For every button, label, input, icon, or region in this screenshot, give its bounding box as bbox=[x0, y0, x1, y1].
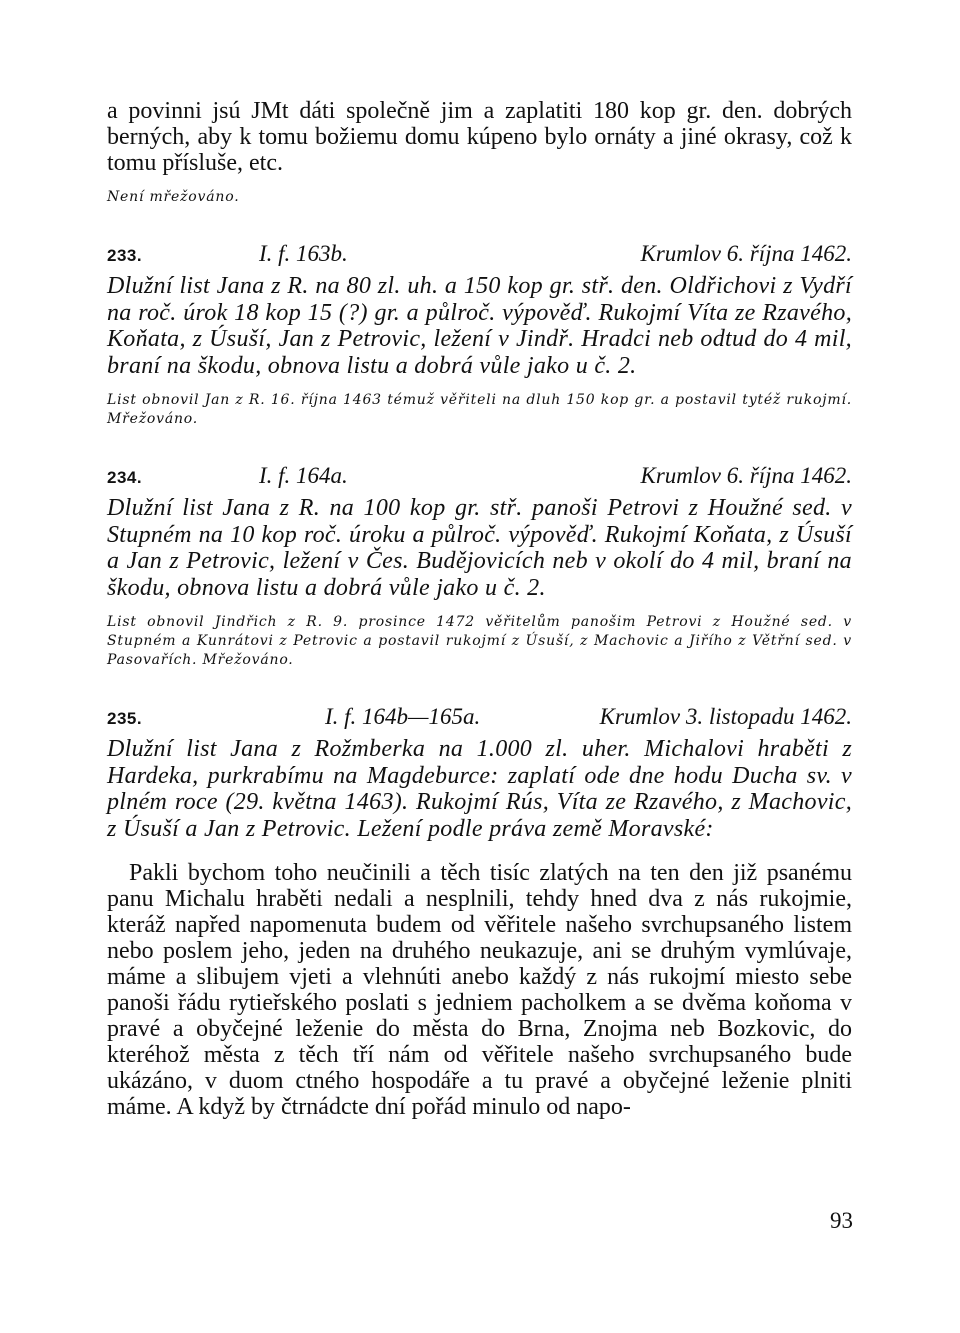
entry-234 bbox=[107, 463, 852, 670]
entry-note: List obnovil Jindřich z R. 9. prosince 1472 věřitelům panošim Petrovi z Houžné sed. v Stupném a Kunrátovi z Petrovic a postavil rukojmí z Úsuší, z Machovic a Jiřího z Větřní sed. v Pasovařích. Mřežováno. bbox=[107, 614, 852, 668]
entry-summary: Dlužní list Jana z R. na 80 zl. uh. a 150 kop gr. stř. den. Oldřichovi z Vydří na roč. úrok 18 kop 15 (?) gr. a půlroč. výpověď. Rukojmí Víta ze Rzavého, Koňata, z Úsuší, Jan z Petrovic, ležení v Jindř. Hradci neb odtud do 4 mil, braní na škodu, obnova listu a dobrá vůle jako u č. 2. bbox=[107, 273, 852, 379]
entry-summary: Dlužní list Jana z R. na 100 kop gr. stř. panoši Petrovi z Houžné sed. v Stupném na 10 kop roč. úroku a půlroč. výpověď. Rukojmí Koňata, z Úsuší a Jan z Petrovic, ležení v Čes. Budějovicích neb v okolí do 4 mil, braní na škodu, obnova listu a dobrá vůle jako u č. 2. bbox=[107, 495, 852, 601]
entry-place-date: Krumlov 3. listopadu 1462. bbox=[599, 704, 852, 729]
entry-place-date: Krumlov 6. října 1462. bbox=[640, 241, 852, 266]
entry-number: 235. bbox=[107, 709, 143, 728]
entry-folio: I. f. 163b. bbox=[259, 241, 348, 266]
intro-note: Není mřežováno. bbox=[107, 189, 240, 205]
entry-235 bbox=[107, 704, 852, 1120]
page-number: 93 bbox=[830, 1208, 853, 1233]
intro-paragraph: a povinni jsú JMt dáti společně jim a zaplatiti 180 kop gr. den. dobrých berných, aby k tomu božiemu domu kúpeno bylo ornáty a jiné okrasy, což k tomu přísluše, etc. bbox=[107, 98, 852, 176]
document-page bbox=[107, 98, 852, 1120]
entry-place-date: Krumlov 6. října 1462. bbox=[640, 463, 852, 488]
entry-heading bbox=[107, 704, 852, 730]
entry-233 bbox=[107, 241, 852, 429]
entry-summary: Dlužní list Jana z Rožmberka na 1.000 zl. uher. Michalovi hraběti z Hardeka, purkrabímu na Magdeburce: zaplatí ode dne hodu Ducha sv. v plném roce (29. května 1463). Rukojmí Rús, Víta ze Rzavého, z Machovic, z Úsuší a Jan z Petrovic. Ležení podle práva země Moravské: bbox=[107, 736, 852, 842]
entry-number: 234. bbox=[107, 468, 143, 487]
entry-folio: I. f. 164a. bbox=[259, 463, 348, 488]
entry-note: List obnovil Jan z R. 16. října 1463 témuž věřiteli na dluh 150 kop gr. a postavil tytéž rukojmí. Mřežováno. bbox=[107, 392, 852, 427]
entry-quoted-text: Pakli bychom toho neučinili a těch tisíc zlatých na ten den již psanému panu Michalu hraběti nedali a nesplnili, tehdy hned dva z nás rukojmie, kteráž napřed napomenuta budem od věřitele našeho svrchupsaného listem nebo poslem jeho, jeden na druhého neukazuje, ani se druhým vymlúvaje, máme a slibujem vjeti a vlehnúti anebo každý z nás rukojmí miesto sebe panoši řádu rytieřského poslati s jedniem pacholkem a se dvěma koňoma v pravé a obyčejné leženie do města do Brna, Znojma neb Bozkovic, do kteréhož města z těch tří nám od věřitele našeho svrchupsaného bude ukázáno, v duom ctného hospodáře a tu pravé a obyčejné leženie plniti máme. A když by čtrnádcte dní pořád minulo od napo- bbox=[107, 860, 852, 1120]
entry-number: 233. bbox=[107, 246, 143, 265]
entry-heading bbox=[107, 241, 852, 267]
entry-folio: I. f. 164b—165a. bbox=[325, 704, 481, 729]
entry-heading bbox=[107, 463, 852, 489]
